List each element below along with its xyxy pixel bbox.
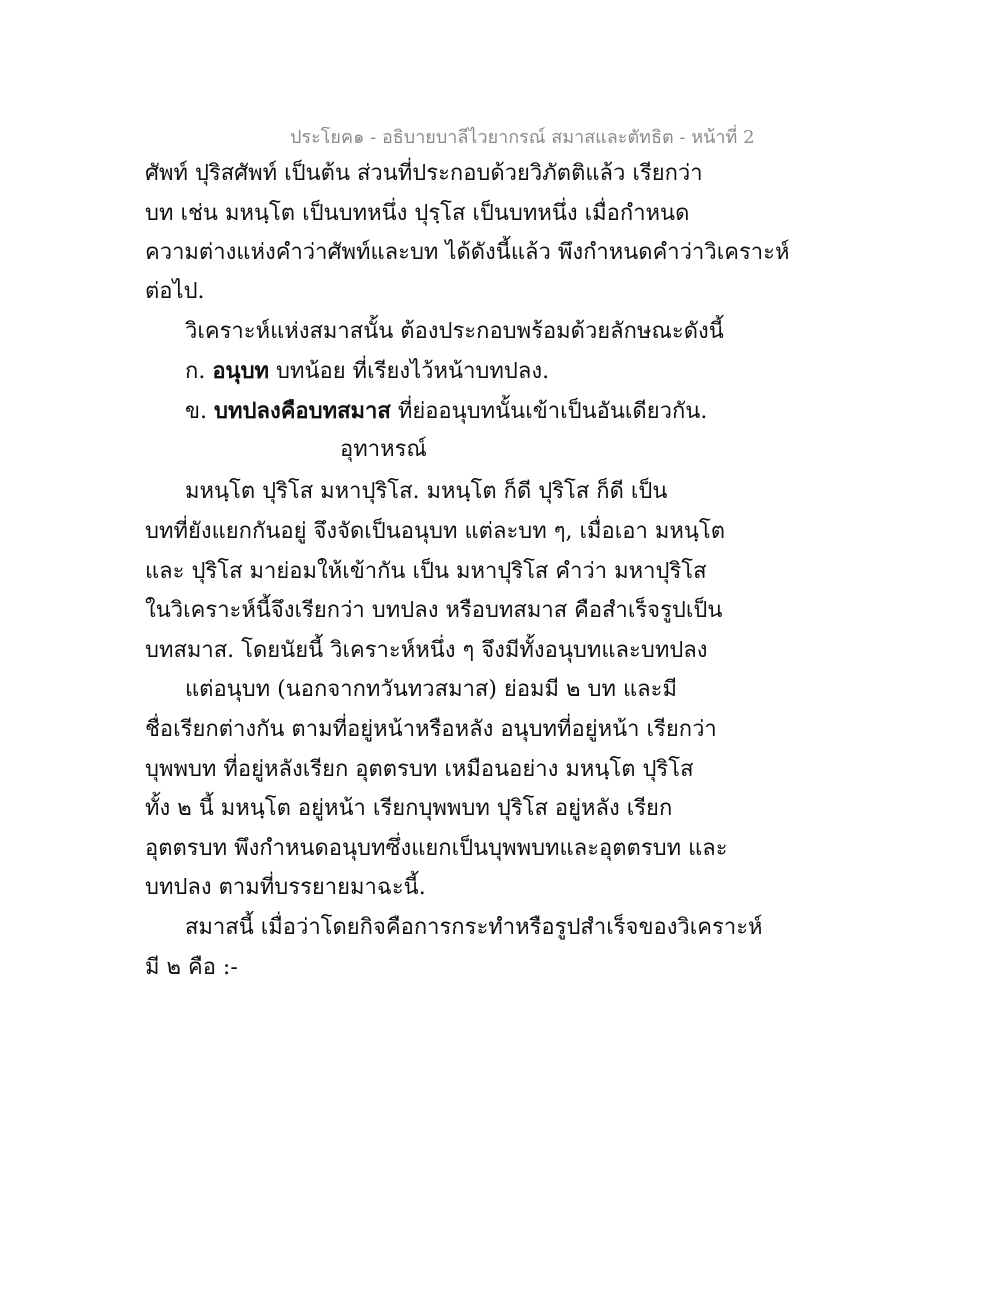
text-line: และ ปุริโส มาย่อมให้เข้ากัน เป็น มหาปุริโส คำว่า มหาปุริโส <box>145 559 707 584</box>
definition-item-a <box>185 355 549 388</box>
text-line: แต่อนุบท (นอกจากทวันทวสมาส) ย่อมมี ๒ บท และมี <box>185 677 677 702</box>
text-line: ต่อไป. <box>145 279 205 304</box>
text-line: วิเคราะห์แห่งสมาสนั้น ต้องประกอบพร้อมด้วยลักษณะดังนี้ <box>185 319 724 344</box>
definition-term: อนุบท <box>212 358 270 384</box>
text-line: มี ๒ คือ :- <box>145 955 238 980</box>
text-line: อุตตรบท พึงกำหนดอนุบทซึ่งแยกเป็นบุพพบทและอุตตรบท และ <box>145 836 728 861</box>
definition-item-b <box>185 395 707 428</box>
item-marker: ก. <box>185 359 206 384</box>
text-line: ในวิเคราะห์นี้จึงเรียกว่า บทปลง หรือบทสมาส คือสำเร็จรูปเป็น <box>145 598 723 623</box>
definition-term: บทปลงคือบทสมาส <box>214 398 391 424</box>
definition-desc: ที่ย่ออนุบทนั้นเข้าเป็นอันเดียวกัน. <box>397 399 708 424</box>
text-line: บทสมาส. โดยนัยนี้ วิเคราะห์หนึ่ง ๆ จึงมีทั้งอนุบทและบทปลง <box>145 638 708 663</box>
text-line: ชื่อเรียกต่างกัน ตามที่อยู่หน้าหรือหลัง อนุบทที่อยู่หน้า เรียกว่า <box>145 717 717 742</box>
text-line: ทั้ง ๒ นี้ มหนฺโต อยู่หน้า เรียกบุพพบท ปุริโส อยู่หลัง เรียก <box>145 796 673 821</box>
text-line: ความต่างแห่งคำว่าศัพท์และบท ได้ดังนี้แล้ว พึงกำหนดคำว่าวิเคราะห์ <box>145 240 790 265</box>
text-line: บทปลง ตามที่บรรยายมาฉะนี้. <box>145 875 426 900</box>
text-line: มหนฺโต ปุริโส มหาปุริโส. มหนฺโต ก็ดี ปุริโส ก็ดี เป็น <box>185 479 668 504</box>
page-header: ประโยค๑ - อธิบายบาลีไวยากรณ์ สมาสและตัทธิต - หน้าที่ 2 <box>290 127 755 148</box>
text-line: ศัพท์ ปุริสศัพท์ เป็นต้น ส่วนที่ประกอบด้วยวิภัตติแล้ว เรียกว่า <box>145 161 703 186</box>
text-line: บทที่ยังแยกกันอยู่ จึงจัดเป็นอนุบท แต่ละบท ๆ, เมื่อเอา มหนฺโต <box>145 519 725 544</box>
example-heading: อุทาหรณ์ <box>340 437 427 462</box>
text-line: สมาสนี้ เมื่อว่าโดยกิจคือการกระทำหรือรูปสำเร็จของวิเคราะห์ <box>185 915 763 940</box>
item-marker: ข. <box>185 399 208 424</box>
text-line: บุพพบท ที่อยู่หลังเรียก อุตตรบท เหมือนอย่าง มหนฺโต ปุริโส <box>145 757 694 782</box>
definition-desc: บทน้อย ที่เรียงไว้หน้าบทปลง. <box>276 359 550 384</box>
text-line: บท เช่น มหนฺโต เป็นบทหนึ่ง ปุรฺโส เป็นบทหนึ่ง เมื่อกำหนด <box>145 201 690 226</box>
